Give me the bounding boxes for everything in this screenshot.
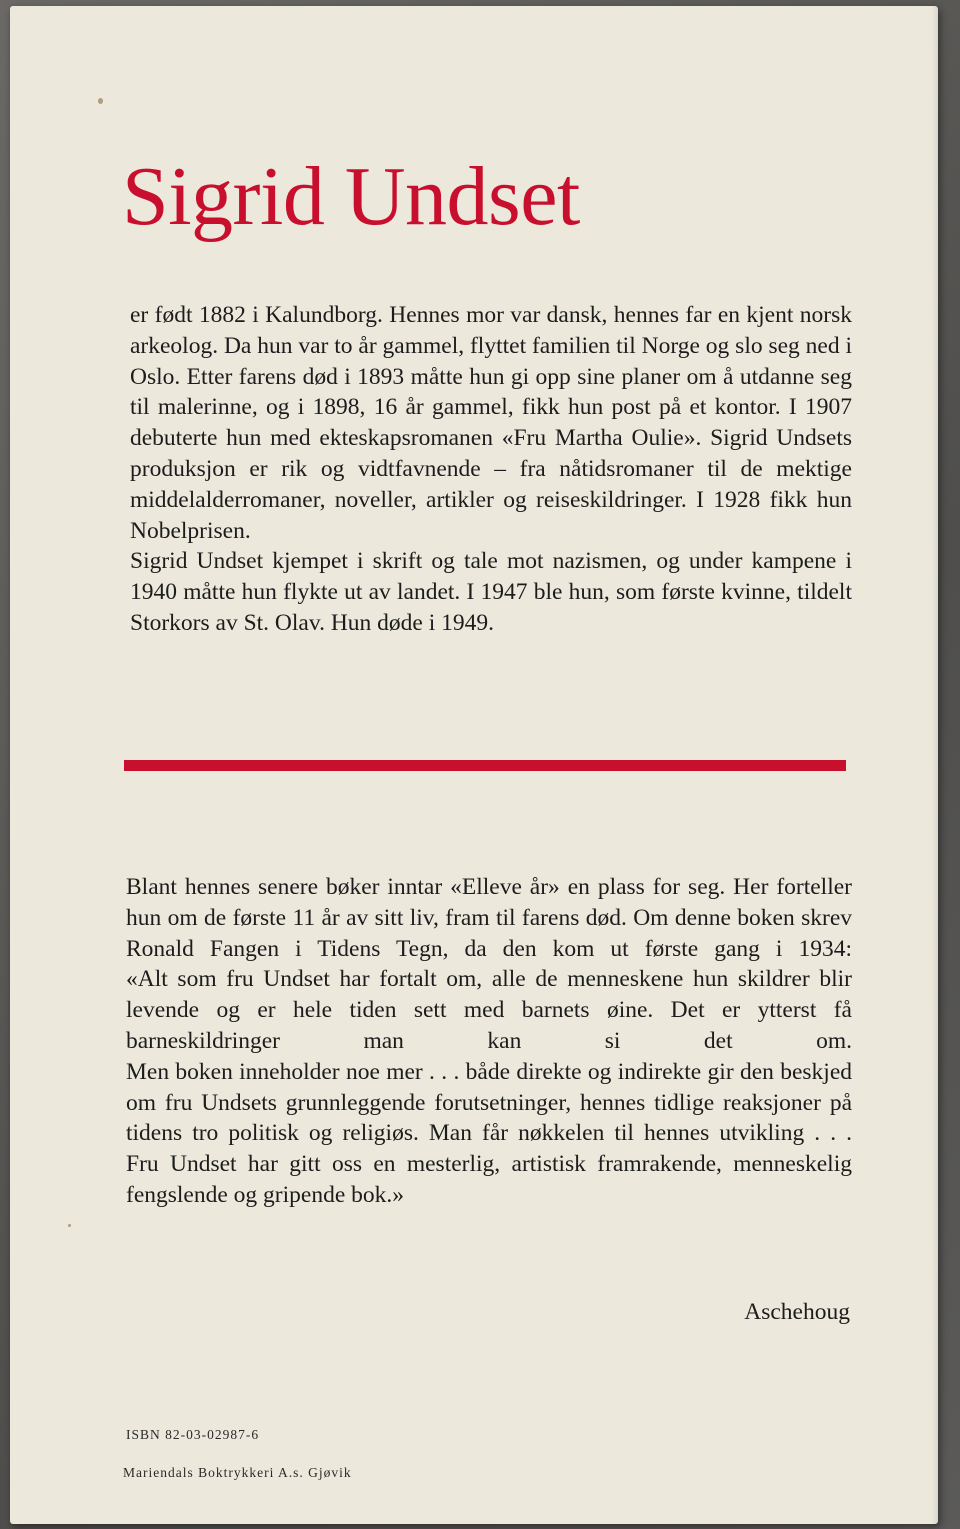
printer-credit: Mariendals Boktrykkeri A.s. Gjøvik <box>123 1465 352 1480</box>
blurb-paragraph-1: Blant hennes senere bøker inntar «Elleve år» en plass for seg. Her forteller hun om de første 11 år av sitt liv, fram til farens død. Om denne boken skrev Ronald Fangen i Tidens Tegn, da den kom ut første gang i 1934: <box>126 874 852 962</box>
author-title: Sigrid Undset <box>122 150 580 243</box>
blurb-paragraph-4: Fru Undset har gitt oss en mesterlig, artistisk framrakende, menneskelig fengslende og gripende bok.» <box>126 1151 852 1208</box>
cover-edge-shadow <box>932 6 938 1524</box>
paper-speck <box>68 1224 71 1227</box>
blurb-paragraph-3: Men boken inneholder noe mer . . . både direkte og indirekte gir den beskjed om fru Undsets grunnleggende forutsetninger, hennes tidlige reaksjoner på tidens tro politisk og religiøs. Man får nøkkelen til hennes utvikling . . . <box>126 1058 852 1147</box>
book-back-cover <box>10 6 938 1524</box>
paper-speck <box>98 98 103 104</box>
bio-paragraph-2: Sigrid Undset kjempet i skrift og tale mot nazismen, og under kampene i 1940 måtte hun flykte ut av landet. I 1947 ble hun, som første kvinne, tildelt Storkors av St. Olav. Hun døde i 1949. <box>130 548 852 636</box>
book-blurb <box>126 872 852 1211</box>
author-biography <box>130 300 852 639</box>
bio-paragraph-1: er født 1882 i Kalundborg. Hennes mor var dansk, hennes far en kjent norsk arkeolog. Da hun var to år gammel, flyttet familien til Norge og slo seg ned i Oslo. Etter farens død i 1893 måtte hun gi opp sine planer om å utdanne seg til malerinne, og i 1898, 16 år gammel, fikk hun post på et kontor. I 1907 debuterte hun med ekteskapsromanen «Fru Martha Oulie». Sigrid Undsets produksjon er rik og vidtfavnende – fra nåtidsromaner til de mektige middelalderromaner, noveller, artikler og reiseskildringer. I 1928 fikk hun Nobelprisen. <box>130 302 853 544</box>
blurb-paragraph-2: «Alt som fru Undset har fortalt om, alle de menneskene hun skildrer blir levende og er hele tiden sett med barnets øine. Det er ytterst få barneskildringer man kan si det om. <box>126 966 852 1054</box>
publisher-name: Aschehoug <box>744 1299 850 1325</box>
red-divider-rule <box>124 760 846 771</box>
isbn-number: ISBN 82-03-02987-6 <box>126 1427 260 1442</box>
